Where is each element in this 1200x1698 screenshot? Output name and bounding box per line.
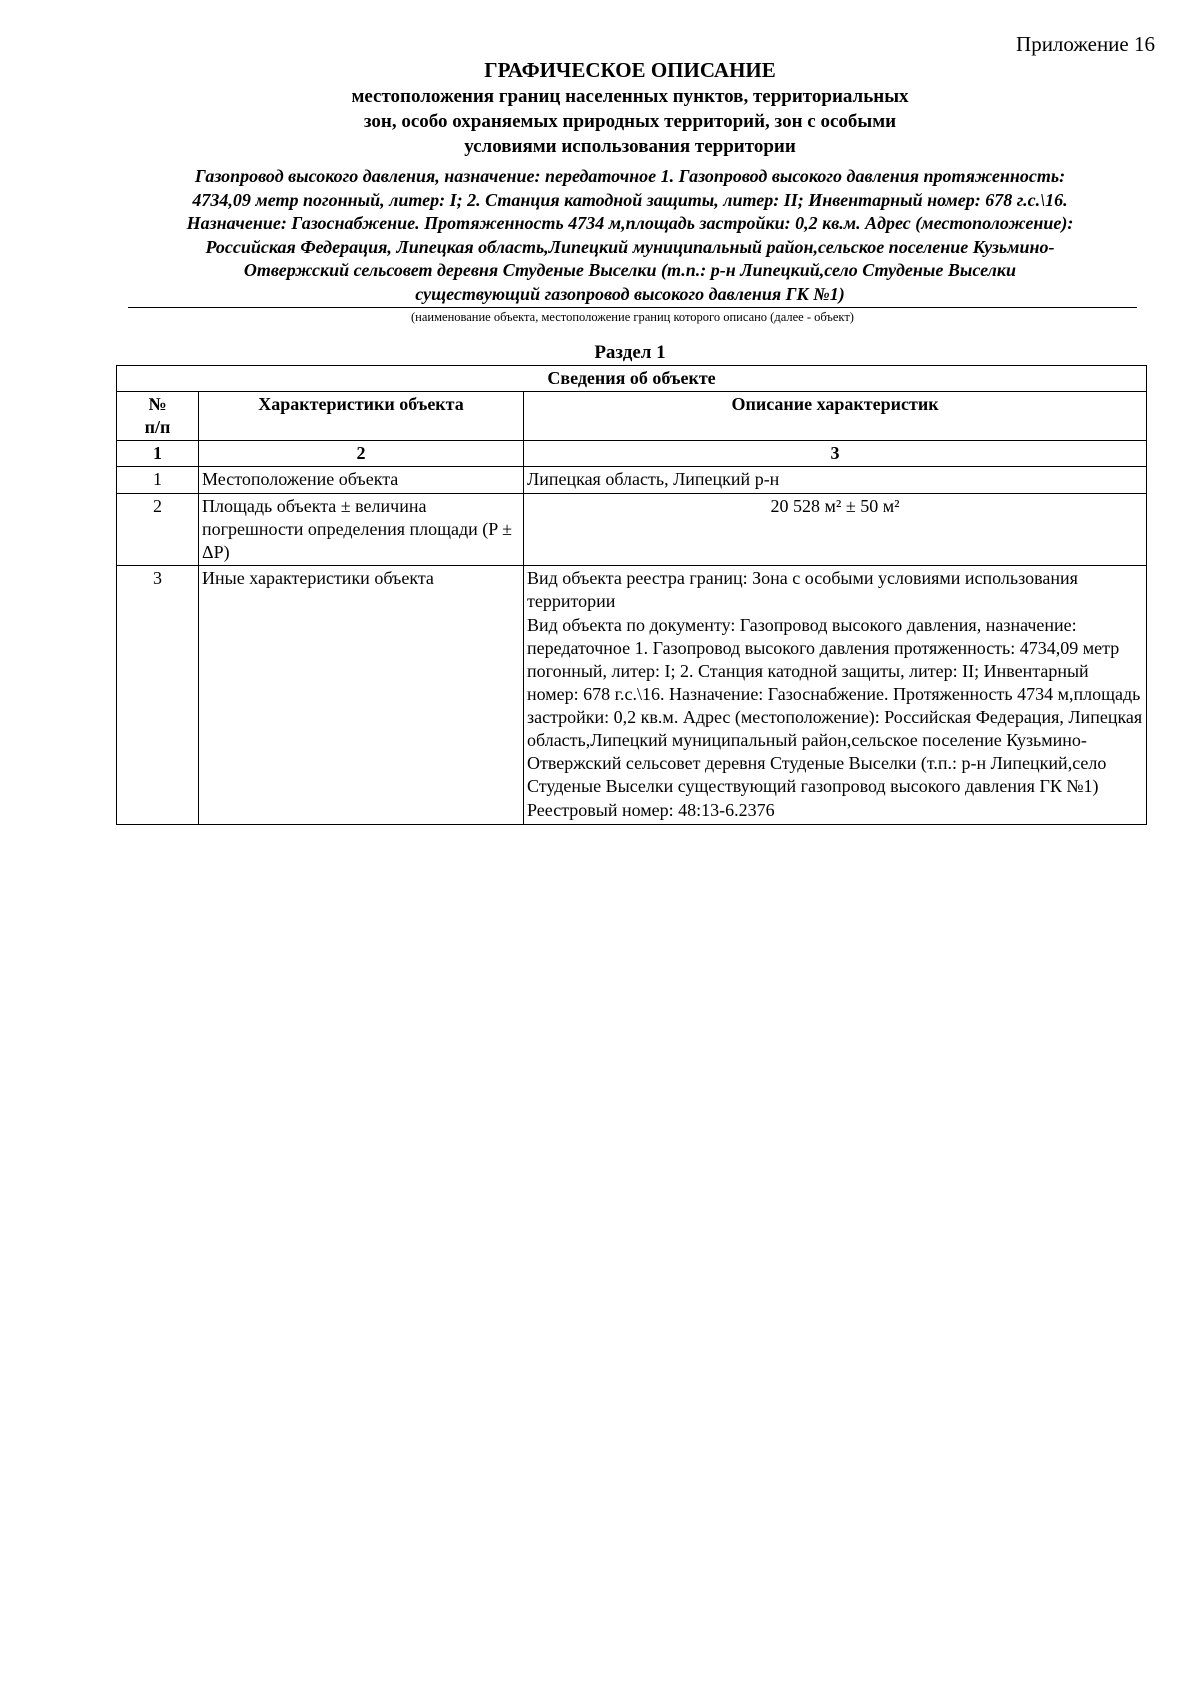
document-title: ГРАФИЧЕСКОЕ ОПИСАНИЕ: [484, 58, 776, 82]
row-description: [524, 467, 1147, 494]
table-caption: Сведения об объекте: [117, 366, 1147, 392]
object-name-underline: [128, 307, 1137, 308]
table-header-row: [117, 392, 1147, 441]
object-info-table: [116, 365, 1147, 825]
description-paragraph: Липецкая область, Липецкий р-н: [527, 469, 780, 489]
description-paragraph: Вид объекта по документу: Газопровод высокого давления, назначение: передаточное 1. Газопровод высокого давления протяженность: 4734,09 метр погонный, литер: I; 2. Станция катодной защиты, литер: II; Инвентарный номер: 678 г.с.\16. Назначение: Газоснабжение. Протяженность 4734 м,площадь застройки: 0,2 кв.м. Адрес (местоположение): Российская Федерация, Липецкая область,Липецкий муниципальный район,сельское поселение Кузьмино-Отвержский сельсовет деревня Студеные Выселки (т.п.: р-н Липецкий,село Студеные Выселки существующий газопровод высокого давления ГК №1): [527, 615, 1143, 796]
section-label: Раздел 1: [594, 342, 666, 363]
object-name-line: Отвержский сельсовет деревня Студеные Выселки (т.п.: р-н Липецкий,село Студеные Выселки: [243, 260, 1017, 280]
table-row: [117, 494, 1147, 566]
object-name-line: Газопровод высокого давления, назначение: передаточное 1. Газопровод высокого давления протяженность:: [194, 166, 1066, 186]
object-name-line: Российская Федерация, Липецкая область,Липецкий муниципальный район,сельское поселение Кузьмино-: [205, 236, 1055, 257]
column-header-number-text: № п/п: [144, 394, 171, 437]
document-subtitle: [0, 84, 1200, 159]
subtitle-line: зон, особо охраняемых природных территорий, зон с особыми: [363, 111, 897, 132]
description-paragraph: Реестровый номер: 48:13-6.2376: [527, 800, 775, 820]
description-paragraph: Вид объекта реестра границ: Зона с особыми условиями использования территории: [527, 568, 1078, 611]
description-paragraph: 20 528 м² ± 50 м²: [770, 496, 900, 516]
appendix-label: Приложение 16: [1016, 32, 1155, 56]
column-number: 1: [117, 441, 199, 467]
row-number: 2: [117, 494, 199, 566]
row-characteristic: Площадь объекта ± величина погрешности определения площади (P ± ΔP): [199, 494, 524, 566]
column-number: 2: [199, 441, 524, 467]
subtitle-line: местоположения границ населенных пунктов, территориальных: [351, 86, 909, 107]
table-caption-row: [117, 366, 1147, 392]
object-name-line: Назначение: Газоснабжение. Протяженность 4734 м,площадь застройки: 0,2 кв.м. Адрес (местоположение):: [186, 213, 1074, 233]
table-row: [117, 467, 1147, 494]
row-characteristic: Местоположение объекта: [199, 467, 524, 494]
row-characteristic: Иные характеристики объекта: [199, 566, 524, 825]
row-number: 1: [117, 467, 199, 494]
row-number: 3: [117, 566, 199, 825]
object-name: [120, 165, 1140, 306]
column-header-description: Описание характеристик: [524, 392, 1147, 441]
column-header-characteristic: Характеристики объекта: [199, 392, 524, 441]
row-description: [524, 566, 1147, 825]
object-name-line: существующий газопровод высокого давления ГК №1): [415, 283, 845, 304]
table-row: [117, 566, 1147, 825]
column-number-row: [117, 441, 1147, 467]
column-number: 3: [524, 441, 1147, 467]
object-name-line: 4734,09 метр погонный, литер: I; 2. Станция катодной защиты, литер: II; Инвентарный номер: 678 г.с.\16.: [192, 189, 1068, 210]
column-header-number: [117, 392, 199, 441]
subtitle-line: условиями использования территории: [464, 136, 796, 157]
row-description: [524, 494, 1147, 566]
object-name-caption: (наименование объекта, местоположение границ которого описано (далее - объект): [411, 310, 854, 324]
